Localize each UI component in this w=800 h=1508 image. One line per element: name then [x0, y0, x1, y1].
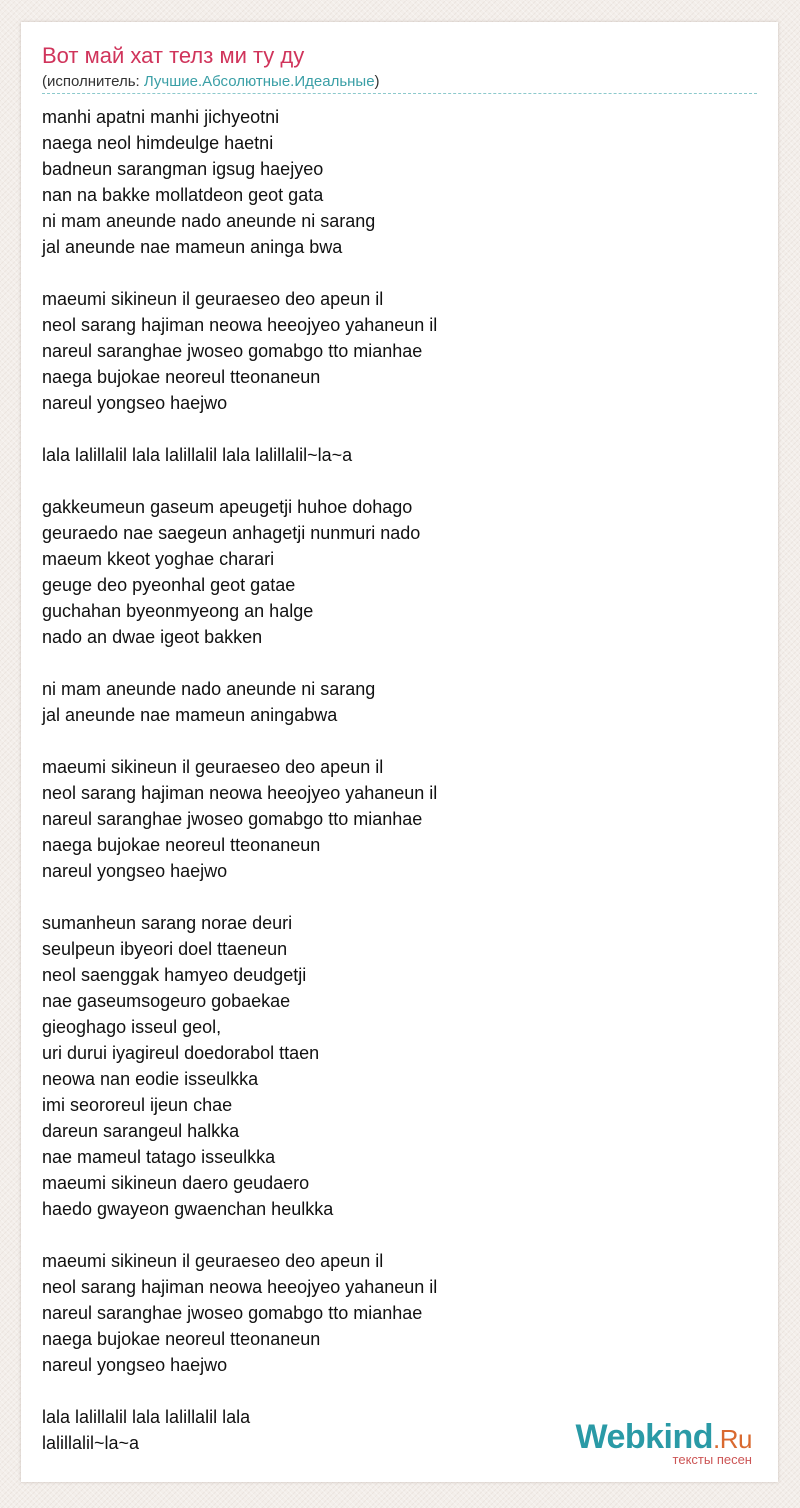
title-divider [42, 93, 757, 94]
lyric-line: nareul yongseo haejwo [42, 861, 228, 881]
artist-suffix: ) [374, 73, 380, 90]
lyric-line: lala lalillalil lala lalillalil lala [42, 1407, 251, 1427]
lyric-line: nan na bakke mollatdeon geot gata [42, 185, 324, 205]
lyric-line: naega neol himdeulge haetni [42, 133, 274, 153]
lyric-line: geuge deo pyeonhal geot gatae [42, 575, 296, 595]
lyric-line: lalillalil~la~a [42, 1433, 140, 1453]
logo-tagline: тексты песен [672, 1452, 752, 1467]
lyrics-stanza [42, 104, 742, 260]
lyrics-stanza [42, 910, 742, 1222]
lyric-line: gieoghago isseul geol, [42, 1017, 222, 1037]
song-title: Вот май хат телз ми ту ду [42, 43, 305, 68]
lyric-line: nareul saranghae jwoseo gomabgo tto mianhae [42, 341, 423, 361]
lyrics-stanza [42, 494, 742, 650]
lyric-line: neol sarang hajiman neowa heeojyeo yahaneun il [42, 783, 438, 803]
lyric-line: lala lalillalil lala lalillalil lala lalillalil~la~a [42, 445, 353, 465]
lyric-line: maeumi sikineun daero geudaero [42, 1173, 310, 1193]
lyric-line: ni mam aneunde nado aneunde ni sarang [42, 679, 376, 699]
lyrics-card [21, 22, 778, 1482]
lyric-line: nareul yongseo haejwo [42, 1355, 228, 1375]
lyrics-body [42, 104, 742, 1482]
artist-link[interactable]: Лучшие.Абсолютные.Идеальные [143, 73, 375, 90]
lyric-line: jal aneunde nae mameun aninga bwa [42, 237, 343, 257]
lyric-line: maeumi sikineun il geuraeseo deo apeun il [42, 757, 384, 777]
artist-prefix: (исполнитель: [42, 73, 144, 90]
lyric-line: nae mameul tatago isseulkka [42, 1147, 276, 1167]
lyric-line: nareul saranghae jwoseo gomabgo tto mianhae [42, 809, 423, 829]
lyrics-stanza [42, 442, 742, 468]
lyric-line: neol sarang hajiman neowa heeojyeo yahaneun il [42, 1277, 438, 1297]
lyric-line: nareul yongseo haejwo [42, 393, 228, 413]
lyric-line: imi seororeul ijeun chae [42, 1095, 233, 1115]
lyric-line: sumanheun sarang norae deuri [42, 913, 293, 933]
logo-brand: Webkind [575, 1418, 714, 1456]
lyric-line: geuraedo nae saegeun anhagetji nunmuri nado [42, 523, 421, 543]
logo-tld: .Ru [713, 1424, 752, 1454]
lyrics-stanza [42, 1248, 742, 1378]
lyric-line: manhi apatni manhi jichyeotni [42, 107, 280, 127]
lyric-line: neol sarang hajiman neowa heeojyeo yahaneun il [42, 315, 438, 335]
lyric-line: ni mam aneunde nado aneunde ni sarang [42, 211, 376, 231]
lyrics-stanza [42, 286, 742, 416]
lyric-line: naega bujokae neoreul tteonaneun [42, 1329, 321, 1349]
lyric-line: maeum kkeot yoghae charari [42, 549, 275, 569]
lyric-line: naega bujokae neoreul tteonaneun [42, 367, 321, 387]
lyric-line: haedo gwayeon gwaenchan heulkka [42, 1199, 334, 1219]
lyric-line: seulpeun ibyeori doel ttaeneun [42, 939, 288, 959]
lyric-line: maeumi sikineun il geuraeseo deo apeun il [42, 1251, 384, 1271]
lyric-line: nareul saranghae jwoseo gomabgo tto mianhae [42, 1303, 423, 1323]
lyric-line: neowa nan eodie isseulkka [42, 1069, 259, 1089]
lyric-line: jal aneunde nae mameun aningabwa [42, 705, 338, 725]
lyric-line: guchahan byeonmyeong an halge [42, 601, 314, 621]
lyrics-stanza [42, 754, 742, 884]
lyric-line: naega bujokae neoreul tteonaneun [42, 835, 321, 855]
lyric-line: neol saenggak hamyeo deudgetji [42, 965, 307, 985]
logo-wordmark [575, 1420, 752, 1456]
site-logo[interactable] [575, 1420, 752, 1466]
lyric-line: dareun sarangeul halkka [42, 1121, 240, 1141]
lyric-line: badneun sarangman igsug haejyeo [42, 159, 324, 179]
lyric-line: uri durui iyagireul doedorabol ttaen [42, 1043, 320, 1063]
lyric-line: maeumi sikineun il geuraeseo deo apeun il [42, 289, 384, 309]
lyric-line: gakkeumeun gaseum apeugetji huhoe dohago [42, 497, 413, 517]
lyrics-stanza [42, 676, 742, 728]
lyric-line: nado an dwae igeot bakken [42, 627, 263, 647]
lyric-line: nae gaseumsogeuro gobaekae [42, 991, 291, 1011]
artist-line [42, 72, 380, 92]
